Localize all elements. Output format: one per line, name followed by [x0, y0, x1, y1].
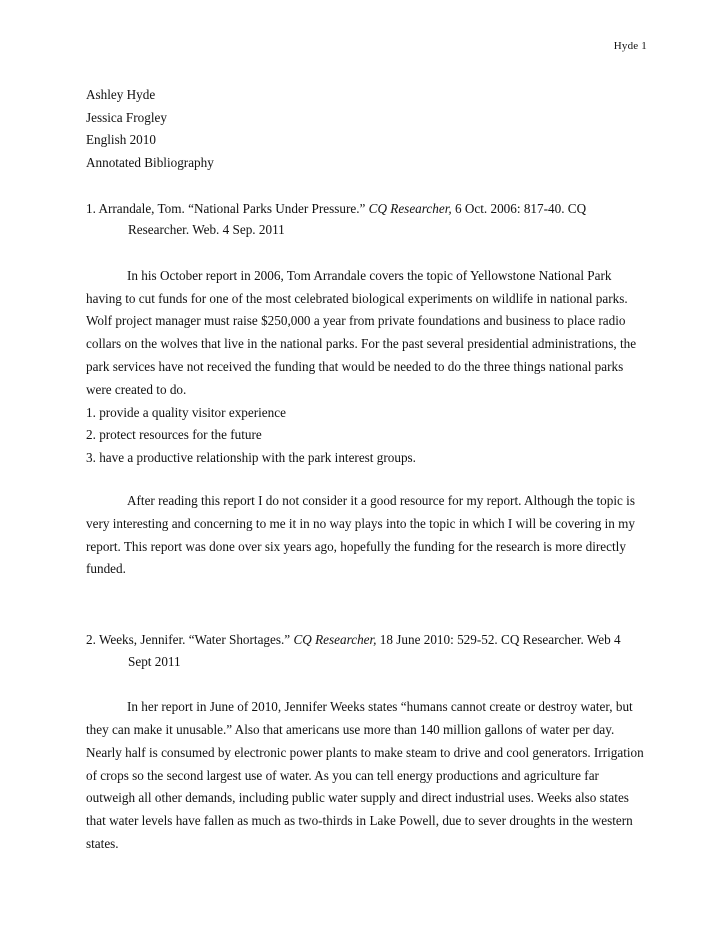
list-item: 3. have a productive relationship with the park interest groups. — [86, 450, 416, 466]
spacer — [86, 241, 646, 265]
citation-prefix: 2. Weeks, Jennifer. “Water Shortages.” — [86, 632, 294, 648]
journal-title: CQ Researcher, — [293, 632, 377, 648]
course-name: English 2010 — [86, 132, 156, 148]
assignment-title: Annotated Bibliography — [86, 155, 214, 171]
list-item: 1. provide a quality visitor experience — [86, 404, 286, 420]
instructor-name: Jessica Frogley — [86, 109, 167, 125]
spacer — [86, 470, 646, 490]
summary-paragraph-1: In his October report in 2006, Tom Arrandale covers the topic of Yellowstone National Park having to cut funds for one of the most celebrated biological experiments on wildlife in national parks. Wolf project manager must raise $250,000 a year from private foundations and business to place radio collars on the wolves that live in the national parks. For the past several presidential administrations, the park services have not received the funding that would be needed to do the three things national parks were created to do. — [86, 267, 637, 397]
citation-entry-2 — [86, 629, 646, 672]
spacer — [86, 581, 646, 629]
spacer — [86, 175, 646, 198]
journal-title: CQ Researcher, — [368, 200, 452, 216]
evaluation-paragraph-1: After reading this report I do not consider it a good resource for my report. Although the topic is very interesting and concerning to me it in no way plays into the topic in which I will be covering in my report. This report was done over six years ago, hopefully the funding for the research is more directly funded. — [86, 492, 635, 577]
citation-suffix: 6 Oct. 2006: 817-40. CQ Researcher. Web. 4 Sep. 2011 — [128, 200, 587, 238]
citation-prefix: 1. Arrandale, Tom. “National Parks Under Pressure.” — [86, 200, 369, 216]
spacer — [86, 672, 646, 696]
summary-paragraph-2: In her report in June of 2010, Jennifer Weeks states “humans cannot create or destroy water, but they can make it unusable.” Also that americans use more than 140 million gallons of water per day. Nearly half is consumed by electronic power plants to make steam to drive and cool generators. Irrigation of crops so the second largest use of water. As you can tell energy productions and agriculture far outweigh all other demands, including public water supply and direct industrial uses. Weeks also states that water levels have fallen as much as two-thirds in Lake Powell, due to sever droughts in the western states. — [86, 699, 644, 851]
running-head: Hyde 1 — [613, 40, 647, 52]
citation-entry-1 — [86, 198, 646, 241]
citation-suffix: 18 June 2010: 529-52. CQ Researcher. Web 4 Sept 2011 — [128, 632, 621, 669]
list-item: 2. protect resources for the future — [86, 427, 262, 443]
mla-heading — [86, 84, 646, 175]
author-name: Ashley Hyde — [86, 87, 156, 102]
document-content — [86, 84, 646, 856]
